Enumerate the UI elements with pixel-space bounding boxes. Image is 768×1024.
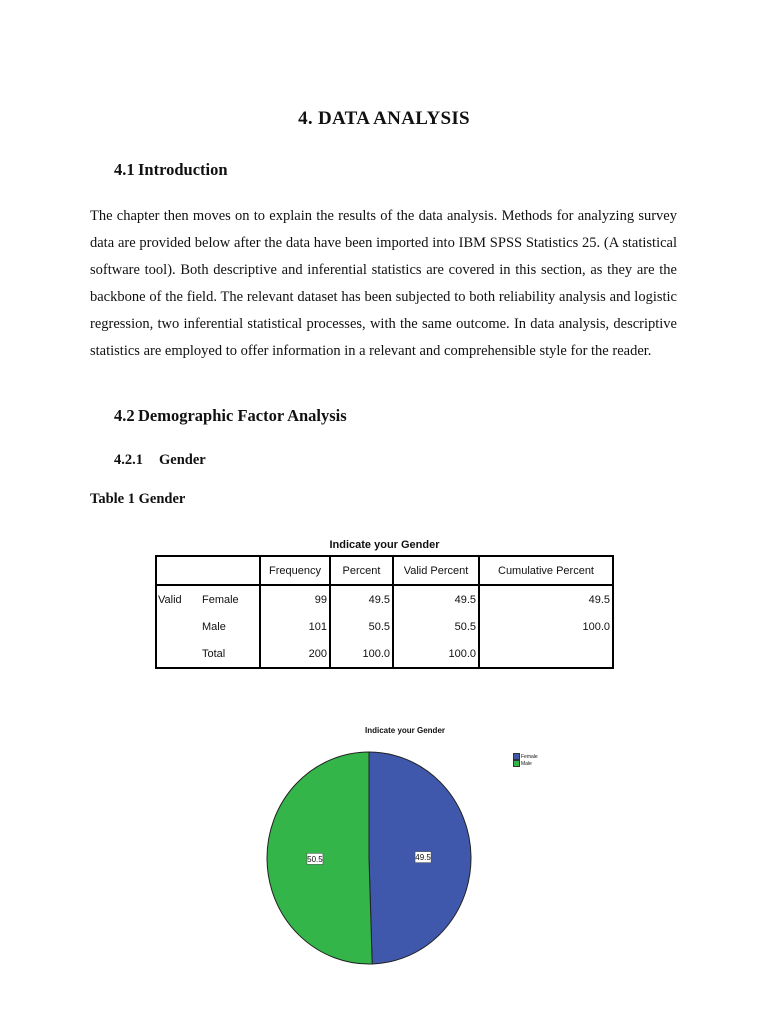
- pie-chart: [250, 740, 490, 970]
- header-percent: Percent: [330, 556, 393, 585]
- table-row: [156, 585, 613, 613]
- row-label: Male: [202, 620, 226, 633]
- chapter-title: 4. DATA ANALYSIS: [298, 108, 470, 129]
- cell-cumulative-percent: [479, 640, 613, 668]
- section-heading-introduction: [114, 160, 228, 180]
- subsection-title: Gender: [159, 452, 206, 468]
- table-title: Indicate your Gender: [329, 539, 440, 551]
- cell-valid-percent: 100.0: [393, 640, 479, 668]
- section-title: Introduction: [138, 160, 228, 179]
- table-header-row: [156, 556, 613, 585]
- cell-percent: 100.0: [330, 640, 393, 668]
- cell-frequency: 99: [260, 585, 330, 613]
- cell-cumulative-percent: 100.0: [479, 613, 613, 640]
- chart-legend: [513, 753, 538, 767]
- pie-value-text: 50.5: [307, 854, 323, 864]
- cell-frequency: 101: [260, 613, 330, 640]
- header-valid-percent: Valid Percent: [393, 556, 479, 585]
- legend-swatch: [513, 753, 520, 760]
- table-caption: Table 1 Gender: [90, 491, 186, 507]
- pie-value-label: [307, 853, 323, 864]
- legend-item-male: [513, 760, 538, 767]
- intro-paragraph: The chapter then moves on to explain the results of the data analysis. Methods for analyzing survey data are provided below after the data have been imported into IBM SPSS Statistics 25. (A statistical software tool). Both descriptive and inferential statistics are covered in this section, as they are the backbone of the field. The relevant dataset has been subjected to both reliability analysis and logistic regression, two inferential statistical processes, with the same outcome. In data analysis, descriptive statistics are employed to offer information in a relevant and comprehensible style for the reader.: [90, 208, 677, 359]
- cell-percent: 49.5: [330, 585, 393, 613]
- table-row: [156, 640, 613, 668]
- cell-valid-percent: 50.5: [393, 613, 479, 640]
- section-heading-demographic: [114, 406, 347, 426]
- row-label: Total: [200, 640, 260, 668]
- group-label: Valid: [156, 585, 200, 613]
- section-number: 4.2: [114, 406, 135, 425]
- header-frequency: Frequency: [260, 556, 330, 585]
- legend-item-female: [513, 753, 538, 760]
- header-cumulative-percent: Cumulative Percent: [479, 556, 613, 585]
- pie-value-text: 49.5: [415, 853, 431, 863]
- subsection-number: 4.2.1: [114, 452, 143, 468]
- pie-value-label: [415, 852, 431, 863]
- cell-frequency: 200: [260, 640, 330, 668]
- cell-percent: 50.5: [330, 613, 393, 640]
- chart-title: Indicate your Gender: [364, 726, 446, 735]
- legend-label: Male: [521, 760, 532, 767]
- frequency-table: [155, 555, 614, 669]
- legend-label: Female: [521, 753, 538, 760]
- row-label: Female: [202, 593, 239, 606]
- table-row: [156, 613, 613, 640]
- legend-swatch: [513, 760, 520, 767]
- cell-cumulative-percent: 49.5: [479, 585, 613, 613]
- subsection-heading-gender: [114, 452, 206, 469]
- section-title: Demographic Factor Analysis: [138, 406, 347, 425]
- section-number: 4.1: [114, 160, 135, 179]
- cell-valid-percent: 49.5: [393, 585, 479, 613]
